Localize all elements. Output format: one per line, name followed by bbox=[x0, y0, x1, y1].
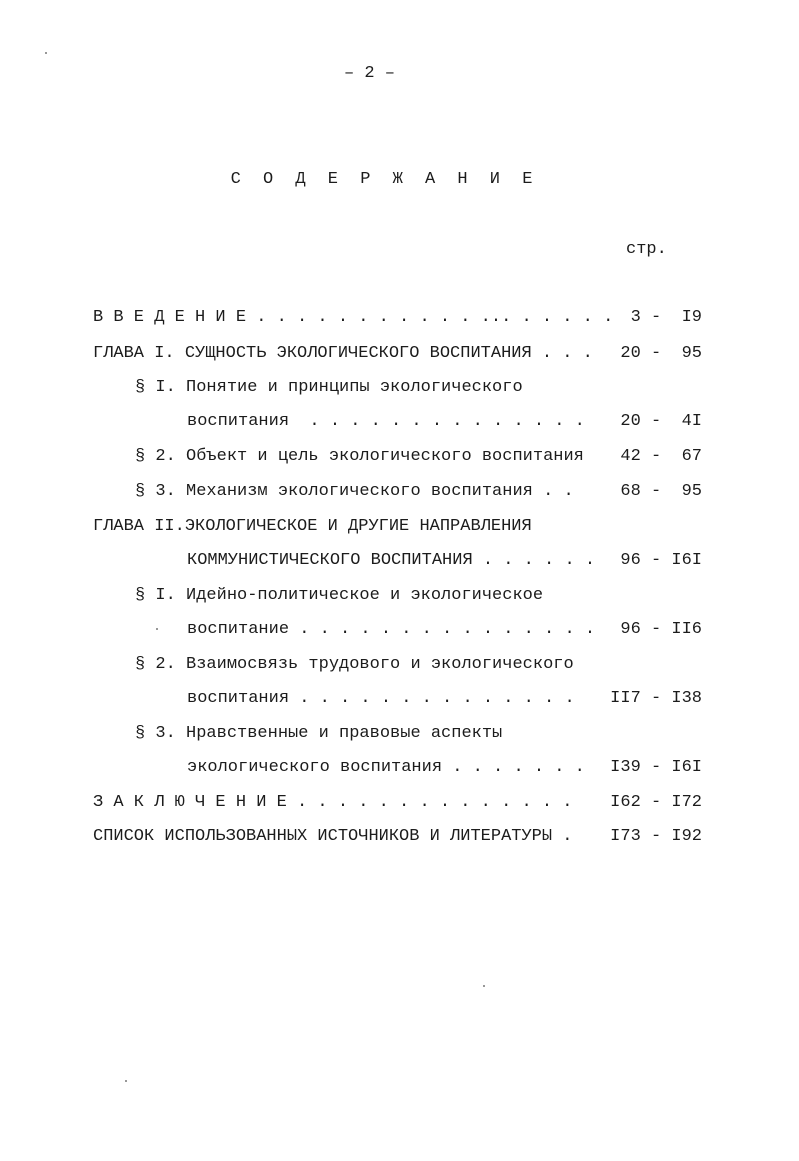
toc-entry bbox=[0, 412, 799, 432]
toc-entry bbox=[0, 344, 799, 364]
toc-entry-pages: I73 - I92 bbox=[610, 827, 702, 846]
toc-entry-pages: 96 - II6 bbox=[620, 620, 702, 639]
toc-entry-text: § 3. Механизм экологического воспитания . . bbox=[135, 482, 574, 501]
scan-speck bbox=[45, 52, 47, 54]
toc-entry bbox=[0, 378, 799, 398]
toc-entry bbox=[0, 482, 799, 502]
toc-entry bbox=[0, 689, 799, 709]
toc-entry bbox=[0, 586, 799, 606]
toc-entry-pages: I39 - I6I bbox=[610, 758, 702, 777]
toc-entry-text: ГЛАВА I. СУЩНОСТЬ ЭКОЛОГИЧЕСКОГО ВОСПИТАНИЯ . . . bbox=[93, 344, 593, 363]
toc-entry bbox=[0, 758, 799, 778]
toc-entry-text: § I. Понятие и принципы экологического bbox=[135, 378, 523, 397]
toc-entry-pages: II7 - I38 bbox=[610, 689, 702, 708]
toc-entry-pages: I62 - I72 bbox=[610, 793, 702, 812]
toc-entry-text: § 3. Нравственные и правовые аспекты bbox=[135, 724, 503, 743]
scan-speck bbox=[156, 628, 158, 630]
pages-column-header: стр. bbox=[626, 240, 667, 259]
toc-title: С О Д Е Р Ж А Н И Е bbox=[230, 170, 539, 189]
toc-entry-text: воспитание . . . . . . . . . . . . . . . bbox=[187, 620, 596, 639]
toc-entry-pages: 20 - 4I bbox=[620, 412, 702, 431]
toc-entry-text: ГЛАВА II.ЭКОЛОГИЧЕСКОЕ И ДРУГИЕ НАПРАВЛЕНИЯ bbox=[93, 517, 532, 536]
toc-entry-pages: 3 - I9 bbox=[630, 308, 702, 327]
toc-entry-text: § I. Идейно-политическое и экологическое bbox=[135, 586, 544, 605]
toc-entry-pages: 96 - I6I bbox=[620, 551, 702, 570]
toc-entry-text: § 2. Объект и цель экологического воспитания bbox=[135, 447, 584, 466]
toc-entry-text: воспитания . . . . . . . . . . . . . . bbox=[187, 412, 585, 431]
toc-entry-pages: 68 - 95 bbox=[620, 482, 702, 501]
page-number: – 2 – bbox=[343, 64, 395, 83]
toc-entry bbox=[0, 620, 799, 640]
toc-entry bbox=[0, 517, 799, 537]
toc-entry-text: экологического воспитания . . . . . . . bbox=[187, 758, 585, 777]
toc-entry-pages: 20 - 95 bbox=[620, 344, 702, 363]
toc-entry-text: КОММУНИСТИЧЕСКОГО ВОСПИТАНИЯ . . . . . . bbox=[187, 551, 596, 570]
toc-entry bbox=[0, 793, 799, 813]
toc-entry bbox=[0, 551, 799, 571]
toc-entry bbox=[0, 724, 799, 744]
toc-entry-text: § 2. Взаимосвязь трудового и экологического bbox=[135, 655, 574, 674]
toc-entry bbox=[0, 655, 799, 675]
toc-entry bbox=[0, 827, 799, 847]
toc-entry-text: СПИСОК ИСПОЛЬЗОВАННЫХ ИСТОЧНИКОВ И ЛИТЕРАТУРЫ . bbox=[93, 827, 573, 846]
scan-speck bbox=[125, 1080, 127, 1082]
scan-speck bbox=[483, 985, 485, 987]
toc-entry-pages: 42 - 67 bbox=[620, 447, 702, 466]
toc-entry bbox=[0, 308, 799, 328]
toc-entry-text: воспитания . . . . . . . . . . . . . . bbox=[187, 689, 575, 708]
toc-entry bbox=[0, 447, 799, 467]
toc-entry-text: З А К Л Ю Ч Е Н И Е . . . . . . . . . . . . . . bbox=[93, 793, 573, 812]
toc-entry-text: В В Е Д Е Н И Е . . . . . . . . . . . ... . . . . . bbox=[93, 308, 614, 327]
